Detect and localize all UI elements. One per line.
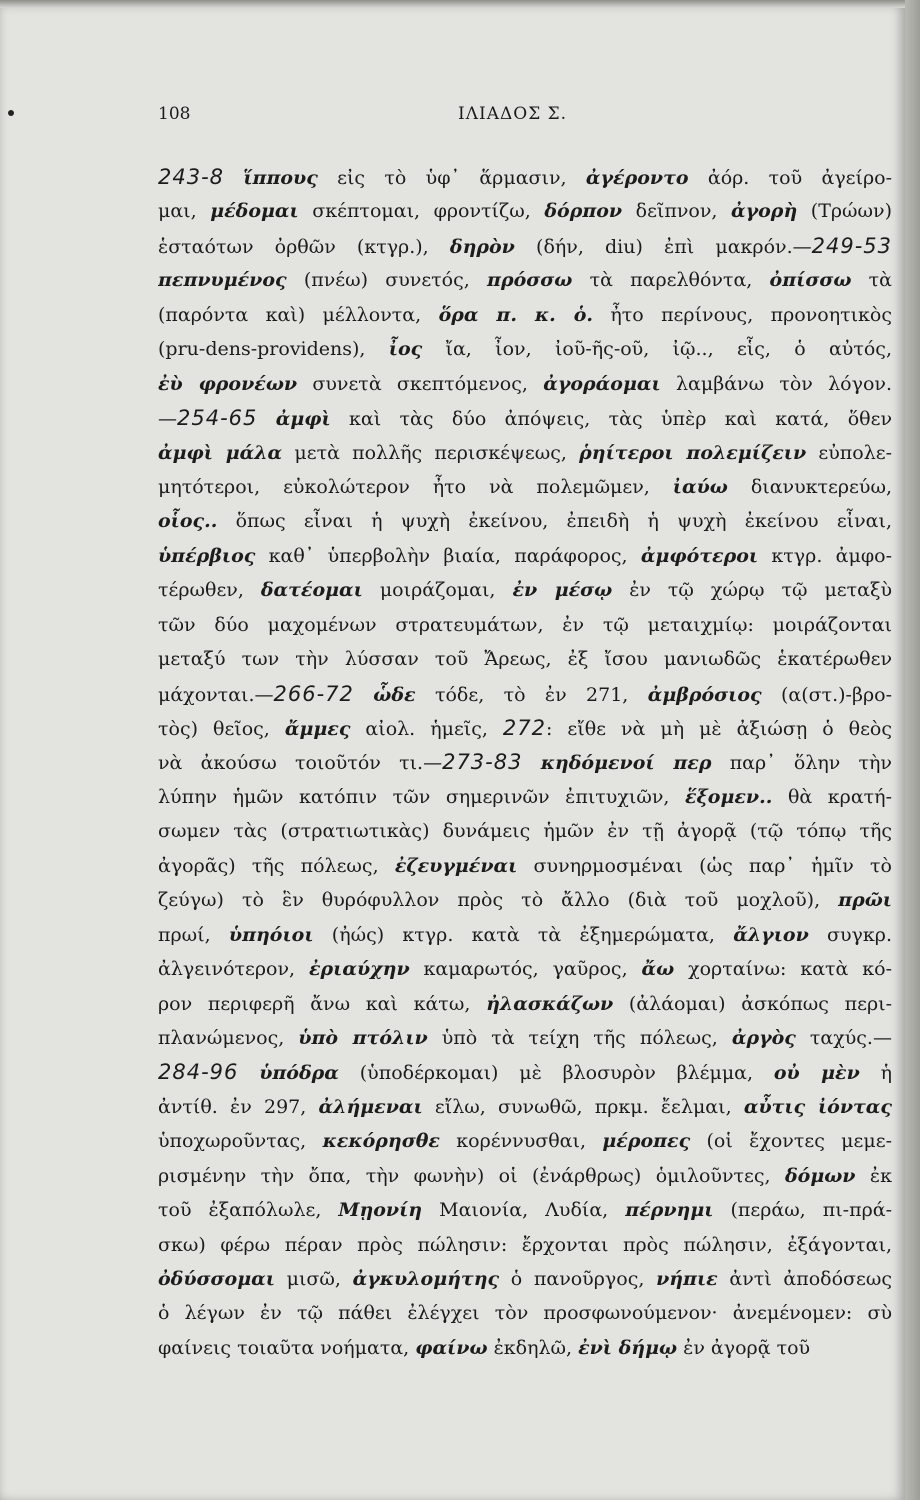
text-line bbox=[158, 883, 892, 917]
gloss-text: ἑσταότων ὀρθῶν (κτγρ.), bbox=[158, 235, 450, 258]
page-header bbox=[158, 104, 888, 130]
text-line bbox=[158, 1090, 892, 1124]
gloss-text: μάχονται.— bbox=[158, 683, 274, 706]
gloss-text: (Τρώων) bbox=[797, 200, 892, 223]
text-line bbox=[158, 367, 892, 401]
gloss-text: πρωί, bbox=[158, 923, 229, 946]
page-number: 108 bbox=[158, 104, 191, 124]
gloss-text bbox=[238, 1062, 259, 1084]
lemma: οἷος.. bbox=[158, 510, 218, 533]
text-line bbox=[158, 814, 892, 848]
lemma: ἀλήμεναι bbox=[318, 1095, 423, 1118]
text-line bbox=[158, 1193, 892, 1227]
text-line bbox=[158, 504, 892, 538]
lemma: ἀμβρόσιος bbox=[647, 683, 762, 706]
lemma: ἄω bbox=[641, 958, 675, 981]
text-line bbox=[158, 987, 892, 1021]
text-line bbox=[158, 1296, 892, 1330]
text-line bbox=[158, 1228, 892, 1262]
gloss-text: ὁ πανοῦργος, bbox=[499, 1268, 657, 1290]
lemma: πρῶι bbox=[838, 889, 892, 912]
gloss-text: (περάω, πι-πρά- bbox=[713, 1199, 892, 1222]
lemma: ὑπηόιοι bbox=[228, 923, 314, 946]
text-line bbox=[158, 1331, 892, 1365]
gloss-text: (παρόντα καὶ) μέλλοντα, bbox=[158, 303, 439, 326]
lemma: ὑπὸ πτόλιν bbox=[298, 1026, 428, 1049]
lemma: ἀργὸς bbox=[731, 1026, 796, 1049]
verse-range: 266-72 bbox=[273, 681, 354, 706]
gloss-text: ἀντὶ ἀποδόσεως bbox=[717, 1268, 892, 1290]
gloss-text: (ἀλάομαι) ἀσκόπως περι- bbox=[613, 992, 892, 1015]
gloss-text: συγκρ. bbox=[808, 923, 892, 946]
text-line bbox=[158, 780, 892, 814]
text-line bbox=[158, 1055, 892, 1089]
margin-dot bbox=[8, 110, 14, 116]
verse-range: 284-96 bbox=[158, 1060, 239, 1085]
gloss-text: Μαιονία, Λυδία, bbox=[422, 1199, 626, 1222]
gloss-text: διανυκτερεύω, bbox=[727, 475, 892, 498]
gloss-text: ἀγορᾶς) τῆς πόλεως, bbox=[158, 854, 395, 877]
gloss-text: ὑποχωροῦντας, bbox=[158, 1130, 323, 1153]
text-line bbox=[158, 160, 892, 194]
gloss-text: ἴα, ἶον, ἰοῦ-ῆς-οῦ, ἰῷ.., εἷς, ὁ αὐτός, bbox=[422, 338, 892, 361]
gloss-text: καμαρωτός, γαῦρος, bbox=[409, 958, 642, 981]
verse-range: 272 bbox=[502, 716, 547, 740]
gloss-text: κορέννυσθαι, bbox=[439, 1130, 603, 1153]
lemma: δόρπον bbox=[544, 200, 623, 223]
lemma: ἰαύω bbox=[672, 475, 728, 498]
gloss-text: μητότεροι, εὐκολώτερον ἦτο νὰ πολεμῶμεν, bbox=[158, 475, 673, 498]
gloss-text: (ἠώς) κτγρ. κατὰ τὰ ἐξημερώματα, bbox=[313, 923, 734, 946]
text-line bbox=[158, 677, 892, 711]
text-line bbox=[158, 539, 892, 573]
text-line bbox=[158, 436, 892, 470]
lemma: ἕξομεν.. bbox=[685, 785, 773, 808]
gloss-text: ἐκ bbox=[855, 1164, 892, 1187]
gloss-text: σωμεν τὰς (στρατιωτικὰς) δυνάμεις ἡμῶν ἐν τῇ ἀγορᾷ (τῷ τόπῳ τῆς bbox=[158, 820, 892, 843]
gloss-text: ὅπως εἶναι ἡ ψυχὴ ἐκείνου, ἐπειδὴ ἡ ψυχὴ ἐκείνου εἶναι, bbox=[217, 510, 892, 533]
lemma: πρόσσω bbox=[487, 269, 573, 292]
verse-range: 243-8 bbox=[158, 165, 225, 189]
gloss-text: μεταξύ των τὴν λύσσαν τοῦ Ἄρεως, ἐξ ἴσου μανιωδῶς ἑκατέρωθεν bbox=[158, 648, 892, 671]
running-title: ΙΛΙΑΔΟΣ Σ. bbox=[458, 104, 568, 124]
gloss-text: καθ᾽ ὑπερβολὴν βιαία, παράφορος, bbox=[255, 544, 641, 567]
lemma: ὅρα π. κ. ὁ. bbox=[438, 303, 593, 326]
gloss-text: καὶ τὰς δύο ἀπόψεις, τὰς ὑπὲρ καὶ κατά, ὅθεν bbox=[330, 408, 892, 431]
gloss-text: συνηρμοσμέναι (ὡς παρ᾽ ἡμῖν τὸ bbox=[517, 854, 892, 877]
page-right-edge bbox=[905, 0, 920, 1500]
gloss-text: εἰς τὸ ὑφ᾽ ἅρμασιν, bbox=[317, 167, 586, 189]
text-line bbox=[158, 849, 892, 883]
gloss-text: ζεύγω) τὸ ἓν θυρόφυλλον πρὸς τὸ ἄλλο (διὰ τοῦ μοχλοῦ), bbox=[158, 889, 839, 912]
gloss-text: τὰ παρελθόντα, bbox=[572, 269, 770, 292]
gloss-text: μοιράζομαι, bbox=[362, 579, 513, 602]
gloss-text: μισῶ, bbox=[274, 1268, 353, 1290]
lemma: ἀγοράομαι bbox=[543, 372, 661, 395]
gloss-text: δεῖπνον, bbox=[622, 200, 731, 223]
gloss-text bbox=[522, 752, 540, 774]
gloss-text: λαμβάνω τὸν λόγον. bbox=[660, 372, 892, 395]
text-line bbox=[158, 745, 892, 779]
gloss-text: ἀόρ. τοῦ ἀγείρο- bbox=[688, 167, 892, 189]
lemma: ἠλασκάζων bbox=[486, 992, 614, 1015]
lemma: ἀγκυλομήτης bbox=[352, 1268, 500, 1290]
lemma: ἀμφὶ μάλα bbox=[158, 441, 283, 464]
lemma: ἶος bbox=[388, 338, 423, 361]
lemma: ἐὺ φρονέων bbox=[158, 372, 298, 395]
lemma: Μῃονίη bbox=[338, 1199, 423, 1222]
gloss-text: ἀλγεινότερον, bbox=[158, 958, 309, 981]
lemma: οὐ μὲν bbox=[773, 1062, 860, 1085]
lemma: νήπιε bbox=[656, 1268, 718, 1290]
gloss-text: εἴλω, συνωθῶ, πρκμ. ἔελμαι, bbox=[422, 1095, 744, 1118]
lemma: ἀμφότεροι bbox=[640, 544, 759, 567]
gloss-text: αἰολ. ἡμεῖς, bbox=[350, 718, 503, 740]
gloss-text: παρ᾽ ὅλην τὴν bbox=[711, 752, 892, 775]
gloss-text: — bbox=[158, 408, 177, 431]
gloss-text: ρον περιφερῆ ἄνω καὶ κάτω, bbox=[158, 992, 487, 1015]
lemma: ἐνὶ δήμῳ bbox=[578, 1336, 678, 1359]
gloss-text: : εἴθε νὰ μὴ μὲ ἀξιώσῃ ὁ θεὸς bbox=[546, 718, 892, 740]
gloss-text: φαίνεις τοιαῦτα νοήματα, bbox=[158, 1336, 416, 1359]
text-line bbox=[158, 1262, 892, 1296]
verse-range: 273-83 bbox=[442, 750, 523, 775]
gloss-text: κτγρ. ἀμφο- bbox=[758, 544, 892, 567]
text-line bbox=[158, 918, 892, 952]
gloss-text: συνετὰ σκεπτόμενος, bbox=[297, 372, 544, 395]
text-line bbox=[158, 608, 892, 642]
lemma: πέρνημι bbox=[625, 1199, 714, 1222]
text-line bbox=[158, 263, 892, 297]
text-line bbox=[158, 470, 892, 504]
gloss-text bbox=[224, 167, 243, 189]
gloss-text: ὁ λέγων ἐν τῷ πάθει ἐλέγχει τὸν προσφωνούμενον· ἀνεμένομεν: σὺ bbox=[158, 1302, 892, 1325]
gloss-text: σκέπτομαι, φροντίζω, bbox=[298, 200, 545, 223]
gloss-text: τὰ bbox=[851, 269, 892, 292]
lemma: ἵππους bbox=[243, 167, 318, 189]
lemma: ὑπόδρα bbox=[259, 1062, 339, 1085]
gloss-text bbox=[257, 408, 275, 430]
lemma: ἐριαύχην bbox=[308, 958, 410, 981]
text-line bbox=[158, 711, 892, 745]
gloss-text: τῶν δύο μαχομένων στρατευμάτων, ἐν τῷ μεταιχμίῳ: μοιράζονται bbox=[158, 613, 892, 636]
gloss-text: ἦτο περίνους, προνοητικὸς bbox=[593, 303, 892, 326]
lemma: φαίνω bbox=[415, 1336, 488, 1359]
lemma: δατέομαι bbox=[260, 579, 363, 602]
lemma: ἄμμες bbox=[284, 718, 351, 740]
gloss-text: ρισμένην τὴν ὄπα, τὴν φωνὴν) οἱ (ἐνάρθρως) ὁμιλοῦντες, bbox=[158, 1164, 785, 1187]
lemma: ὀδύσσομαι bbox=[158, 1268, 275, 1290]
lemma: ὀπίσσω bbox=[769, 269, 852, 292]
lemma: δόμων bbox=[784, 1164, 856, 1187]
text-line bbox=[158, 332, 892, 366]
lemma: ἄλγιον bbox=[733, 923, 809, 946]
lemma: δηρὸν bbox=[449, 235, 515, 258]
gloss-text bbox=[354, 684, 373, 706]
commentary-text bbox=[158, 160, 892, 1365]
verse-range: 254-65 bbox=[177, 406, 258, 431]
gloss-text: (δήν, diu) ἐπὶ μακρόν.— bbox=[514, 235, 812, 258]
lemma: κηδόμενοί περ bbox=[540, 752, 712, 775]
text-line bbox=[158, 952, 892, 986]
gloss-text: ἐν τῷ χώρῳ τῷ μεταξὺ bbox=[612, 579, 892, 602]
lemma: μέροπες bbox=[602, 1130, 691, 1153]
gloss-text: χορταίνω: κατὰ κό- bbox=[674, 958, 892, 981]
gloss-text: ἐν ἀγορᾷ τοῦ bbox=[677, 1336, 811, 1359]
lemma: αὖτις ἰόντας bbox=[743, 1095, 892, 1118]
gloss-text: μετὰ πολλῆς περισκέψεως, bbox=[282, 441, 580, 464]
text-line bbox=[158, 401, 892, 435]
gloss-text: θὰ κρατή- bbox=[772, 785, 892, 808]
gloss-text: λύπην ἡμῶν κατόπιν τῶν σημερινῶν ἐπιτυχιῶν, bbox=[158, 785, 685, 808]
gloss-text: (πνέω) συνετός, bbox=[286, 269, 488, 292]
gloss-text: τέρωθεν, bbox=[158, 579, 261, 602]
gloss-text: μαι, bbox=[158, 200, 211, 223]
gloss-text: τόδε, τὸ ἐν 271, bbox=[415, 683, 648, 706]
gloss-text: νὰ ἀκούσω τοιοῦτόν τι.— bbox=[158, 752, 443, 775]
lemma: ἐν μέσῳ bbox=[512, 579, 613, 602]
lemma: ἀγέροντο bbox=[585, 167, 689, 189]
lemma: ὑπέρβιος bbox=[158, 544, 256, 567]
text-line bbox=[158, 194, 892, 228]
gloss-text: εὐπολε- bbox=[806, 441, 892, 464]
gloss-text: πλανώμενος, bbox=[158, 1026, 299, 1049]
lemma: ὧδε bbox=[373, 683, 416, 706]
gloss-text: (οἱ ἔχοντες μεμε- bbox=[690, 1130, 892, 1153]
gloss-text: ἡ bbox=[859, 1062, 892, 1085]
lemma: ἐζευγμέναι bbox=[394, 854, 518, 877]
text-line bbox=[158, 298, 892, 332]
lemma: ἀγορὴ bbox=[730, 200, 798, 223]
gloss-text: ὑπὸ τὰ τείχη τῆς πόλεως, bbox=[427, 1026, 732, 1049]
lemma: κεκόρησθε bbox=[322, 1130, 440, 1153]
gloss-text: τοῦ ἐξαπόλωλε, bbox=[158, 1199, 339, 1222]
page-top-edge bbox=[0, 0, 920, 8]
lemma: ἀμφὶ bbox=[275, 408, 331, 431]
lemma: πεπνυμένος bbox=[158, 269, 287, 292]
text-line bbox=[158, 642, 892, 676]
text-line bbox=[158, 1021, 892, 1055]
text-line bbox=[158, 573, 892, 607]
gloss-text: (pru-dens-providens), bbox=[158, 338, 389, 361]
gloss-text: ταχύς.— bbox=[795, 1026, 892, 1049]
lemma: ῥηίτεροι πολεμίζειν bbox=[579, 441, 807, 464]
gloss-text: τὸς) θεῖος, bbox=[158, 718, 285, 740]
text-line bbox=[158, 229, 892, 263]
text-line bbox=[158, 1124, 892, 1158]
gloss-text: ἐκδηλῶ, bbox=[487, 1336, 579, 1359]
gloss-text: (α(στ.)-βρο- bbox=[761, 683, 892, 706]
lemma: μέδομαι bbox=[210, 200, 299, 223]
gloss-text: (ὑποδέρκομαι) μὲ βλοσυρὸν βλέμμα, bbox=[338, 1062, 774, 1085]
text-line bbox=[158, 1159, 892, 1193]
verse-range: 249-53 bbox=[811, 233, 892, 258]
gloss-text: ἀντίθ. ἐν 297, bbox=[158, 1095, 319, 1118]
gloss-text: σκω) φέρω πέραν πρὸς πώλησιν: ἔρχονται πρὸς πώλησιν, ἐξάγονται, bbox=[158, 1233, 892, 1256]
